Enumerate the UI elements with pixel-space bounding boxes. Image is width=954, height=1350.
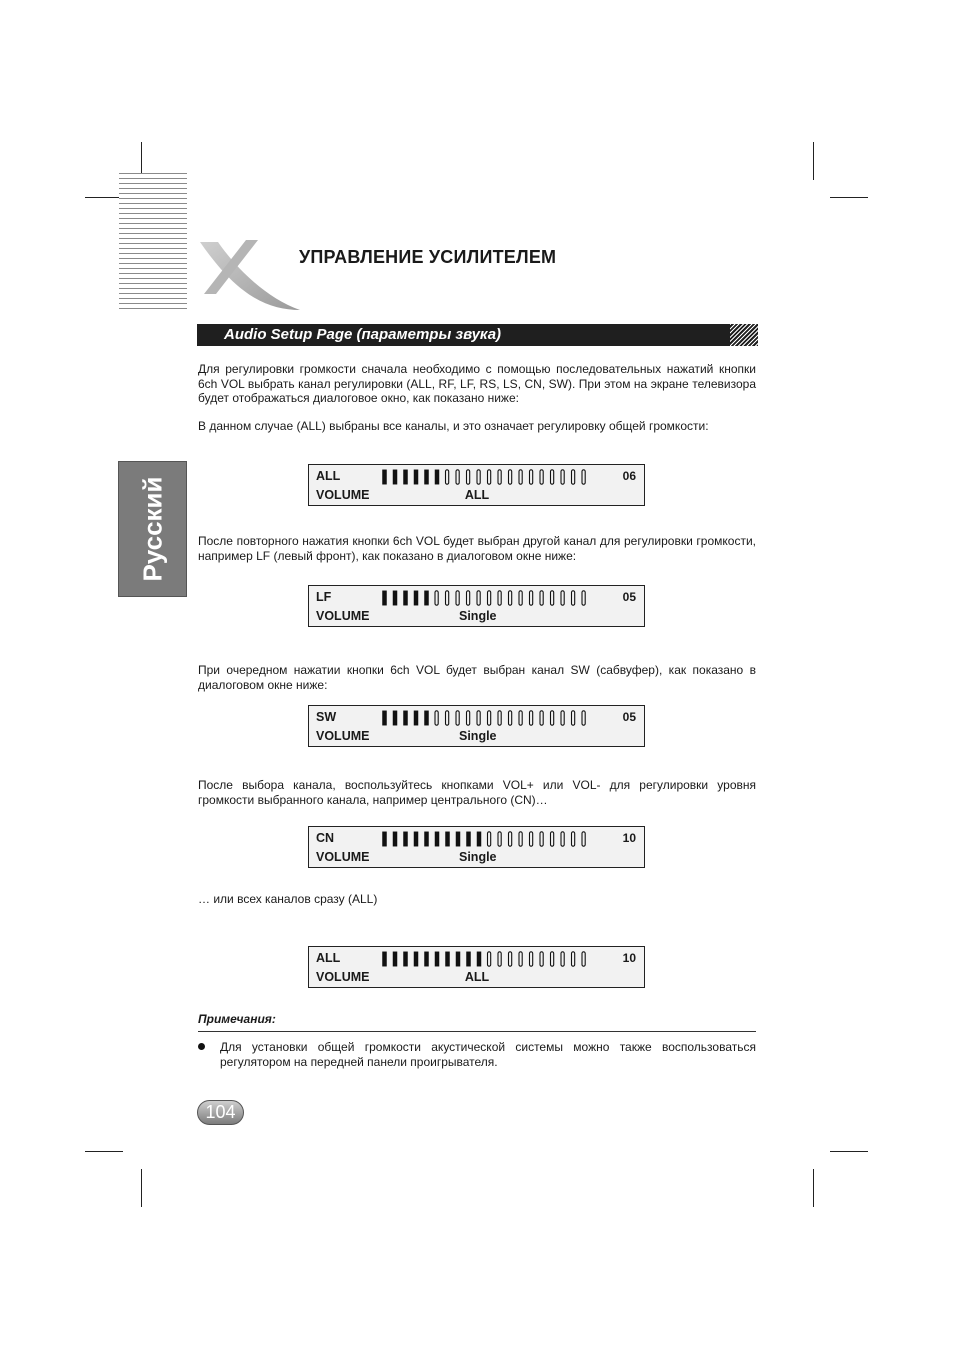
level-segment-empty	[519, 832, 522, 846]
crop-mark	[830, 1151, 868, 1152]
level-segment-empty	[519, 591, 522, 605]
level-segment-empty	[509, 711, 512, 725]
osd-level-bar	[381, 951, 591, 967]
level-segment-filled	[425, 591, 429, 605]
paragraph: После повторного нажатия кнопки 6ch VOL будет выбран другой канал для регулировки громкости, например LF (левый фронт), как показано в диалоговом окне ниже:	[198, 534, 756, 563]
level-segment-empty	[530, 470, 533, 484]
level-segment-empty	[467, 711, 470, 725]
level-segment-filled	[393, 470, 397, 484]
level-segment-empty	[509, 832, 512, 846]
paragraph: Для регулировки громкости сначала необходимо с помощью последовательных нажатий кнопки 6ch VOL выбрать канал регулировки (ALL, RF, LF, RS, LS, CN, SW). При этом на экране телевизора будет отображаться диалоговое окно, как показано ниже:	[198, 362, 756, 405]
level-segment-filled	[414, 591, 418, 605]
level-segment-empty	[519, 470, 522, 484]
level-segment-filled	[414, 470, 418, 484]
level-segment-filled	[425, 470, 429, 484]
level-segment-empty	[582, 591, 585, 605]
level-segment-filled	[383, 711, 387, 725]
level-segment-filled	[383, 832, 387, 846]
level-segment-empty	[509, 470, 512, 484]
osd-mode: ALL	[464, 970, 490, 984]
level-segment-empty	[572, 470, 575, 484]
level-segment-empty	[498, 952, 501, 966]
osd-volume-box	[308, 585, 645, 627]
level-segment-empty	[519, 711, 522, 725]
osd-value: 10	[622, 951, 636, 965]
level-segment-empty	[477, 591, 480, 605]
osd-mode: Single	[459, 609, 497, 623]
level-segment-empty	[488, 952, 491, 966]
page-number: 104	[197, 1100, 244, 1125]
level-segment-empty	[498, 711, 501, 725]
level-segment-empty	[509, 952, 512, 966]
section-header	[197, 324, 758, 346]
level-segment-filled	[393, 952, 397, 966]
osd-channel: SW	[316, 710, 337, 724]
level-segment-filled	[456, 832, 460, 846]
osd-value: 10	[622, 831, 636, 845]
level-segment-filled	[393, 711, 397, 725]
level-segment-empty	[498, 832, 501, 846]
osd-volume-label: VOLUME	[316, 970, 370, 984]
level-segment-filled	[435, 832, 439, 846]
level-segment-empty	[572, 832, 575, 846]
osd-volume-box	[308, 705, 645, 747]
level-segment-empty	[572, 952, 575, 966]
level-segment-filled	[425, 832, 429, 846]
osd-level-bar	[381, 831, 591, 847]
level-segment-empty	[498, 470, 501, 484]
level-segment-filled	[446, 832, 450, 846]
osd-level-bar	[381, 469, 591, 485]
level-segment-filled	[414, 952, 418, 966]
osd-channel: LF	[316, 590, 332, 604]
crop-mark	[85, 197, 123, 198]
level-segment-empty	[446, 711, 449, 725]
osd-volume-box	[308, 946, 645, 988]
level-segment-empty	[467, 591, 470, 605]
level-segment-empty	[582, 711, 585, 725]
level-segment-empty	[446, 470, 449, 484]
level-segment-empty	[519, 952, 522, 966]
level-segment-filled	[435, 470, 439, 484]
crop-mark	[813, 142, 814, 180]
level-segment-filled	[456, 952, 460, 966]
osd-volume-label: VOLUME	[316, 729, 370, 743]
level-segment-empty	[456, 470, 459, 484]
note-item: Для установки общей громкости акустической системы можно также воспользоваться регулятором на передней панели проигрывателя.	[220, 1040, 756, 1069]
level-segment-empty	[477, 470, 480, 484]
crop-mark	[830, 197, 868, 198]
osd-value: 05	[622, 590, 636, 604]
osd-value: 05	[622, 710, 636, 724]
osd-level-bar	[381, 590, 591, 606]
paragraph: После выбора канала, воспользуйтесь кнопками VOL+ или VOL- для регулировки уровня громкости выбранного канала, например центрального (CN)…	[198, 778, 756, 807]
crop-mark	[85, 1151, 123, 1152]
osd-volume-box	[308, 464, 645, 506]
level-segment-empty	[435, 591, 438, 605]
level-segment-filled	[404, 952, 408, 966]
level-segment-filled	[425, 711, 429, 725]
level-segment-empty	[540, 952, 543, 966]
brand-x-logo	[196, 238, 306, 314]
level-segment-empty	[530, 711, 533, 725]
decorative-stripes	[119, 173, 187, 313]
osd-mode: ALL	[464, 488, 490, 502]
level-segment-filled	[477, 952, 481, 966]
section-title: Audio Setup Page (параметры звука)	[224, 326, 502, 343]
notes-divider	[198, 1031, 756, 1032]
level-segment-empty	[561, 711, 564, 725]
level-segment-filled	[404, 711, 408, 725]
level-segment-empty	[456, 711, 459, 725]
osd-volume-label: VOLUME	[316, 488, 370, 502]
level-segment-filled	[383, 470, 387, 484]
bullet-icon	[198, 1043, 205, 1050]
osd-channel: CN	[316, 831, 335, 845]
level-segment-filled	[414, 832, 418, 846]
level-segment-empty	[540, 470, 543, 484]
level-segment-empty	[551, 470, 554, 484]
level-segment-empty	[530, 832, 533, 846]
level-segment-empty	[561, 832, 564, 846]
crop-mark	[141, 1169, 142, 1207]
level-segment-filled	[404, 470, 408, 484]
crop-mark	[813, 1169, 814, 1207]
level-segment-filled	[425, 952, 429, 966]
level-segment-empty	[561, 591, 564, 605]
level-segment-empty	[572, 711, 575, 725]
level-segment-empty	[540, 711, 543, 725]
level-segment-filled	[467, 832, 471, 846]
level-segment-empty	[561, 470, 564, 484]
level-segment-empty	[582, 832, 585, 846]
level-segment-filled	[383, 952, 387, 966]
osd-channel: ALL	[316, 469, 341, 483]
level-segment-empty	[488, 591, 491, 605]
level-segment-empty	[572, 591, 575, 605]
level-segment-empty	[582, 470, 585, 484]
level-segment-empty	[509, 591, 512, 605]
osd-channel: ALL	[316, 951, 341, 965]
level-segment-empty	[540, 591, 543, 605]
page-title: УПРАВЛЕНИЕ УСИЛИТЕЛЕМ	[299, 247, 557, 267]
level-segment-filled	[467, 952, 471, 966]
level-segment-empty	[446, 591, 449, 605]
level-segment-filled	[393, 832, 397, 846]
osd-mode: Single	[459, 729, 497, 743]
osd-level-bar	[381, 710, 591, 726]
level-segment-empty	[561, 952, 564, 966]
level-segment-empty	[551, 591, 554, 605]
osd-volume-label: VOLUME	[316, 850, 370, 864]
level-segment-filled	[383, 591, 387, 605]
language-tab	[118, 461, 187, 597]
level-segment-filled	[477, 832, 481, 846]
level-segment-empty	[540, 832, 543, 846]
paragraph: … или всех каналов сразу (ALL)	[198, 892, 378, 906]
paragraph: При очередном нажатии кнопки 6ch VOL будет выбран канал SW (сабвуфер), как показано в диалоговом окне ниже:	[198, 663, 756, 692]
level-segment-empty	[467, 470, 470, 484]
level-segment-filled	[404, 591, 408, 605]
level-segment-filled	[446, 952, 450, 966]
level-segment-empty	[498, 591, 501, 605]
level-segment-filled	[414, 711, 418, 725]
level-segment-filled	[393, 591, 397, 605]
paragraph: В данном случае (ALL) выбраны все каналы, и это означает регулировку общей громкости:	[198, 419, 709, 433]
language-label: Русский	[137, 476, 167, 582]
hatch-decoration	[730, 324, 758, 346]
level-segment-empty	[435, 711, 438, 725]
level-segment-empty	[488, 470, 491, 484]
level-segment-empty	[551, 711, 554, 725]
osd-mode: Single	[459, 850, 497, 864]
level-segment-empty	[551, 952, 554, 966]
level-segment-empty	[488, 711, 491, 725]
osd-volume-label: VOLUME	[316, 609, 370, 623]
level-segment-filled	[435, 952, 439, 966]
level-segment-empty	[530, 591, 533, 605]
notes-title: Примечания:	[198, 1012, 276, 1026]
level-segment-empty	[530, 952, 533, 966]
level-segment-empty	[477, 711, 480, 725]
osd-volume-box	[308, 826, 645, 868]
level-segment-filled	[404, 832, 408, 846]
level-segment-empty	[551, 832, 554, 846]
level-segment-empty	[488, 832, 491, 846]
osd-value: 06	[622, 469, 636, 483]
level-segment-empty	[582, 952, 585, 966]
level-segment-empty	[456, 591, 459, 605]
